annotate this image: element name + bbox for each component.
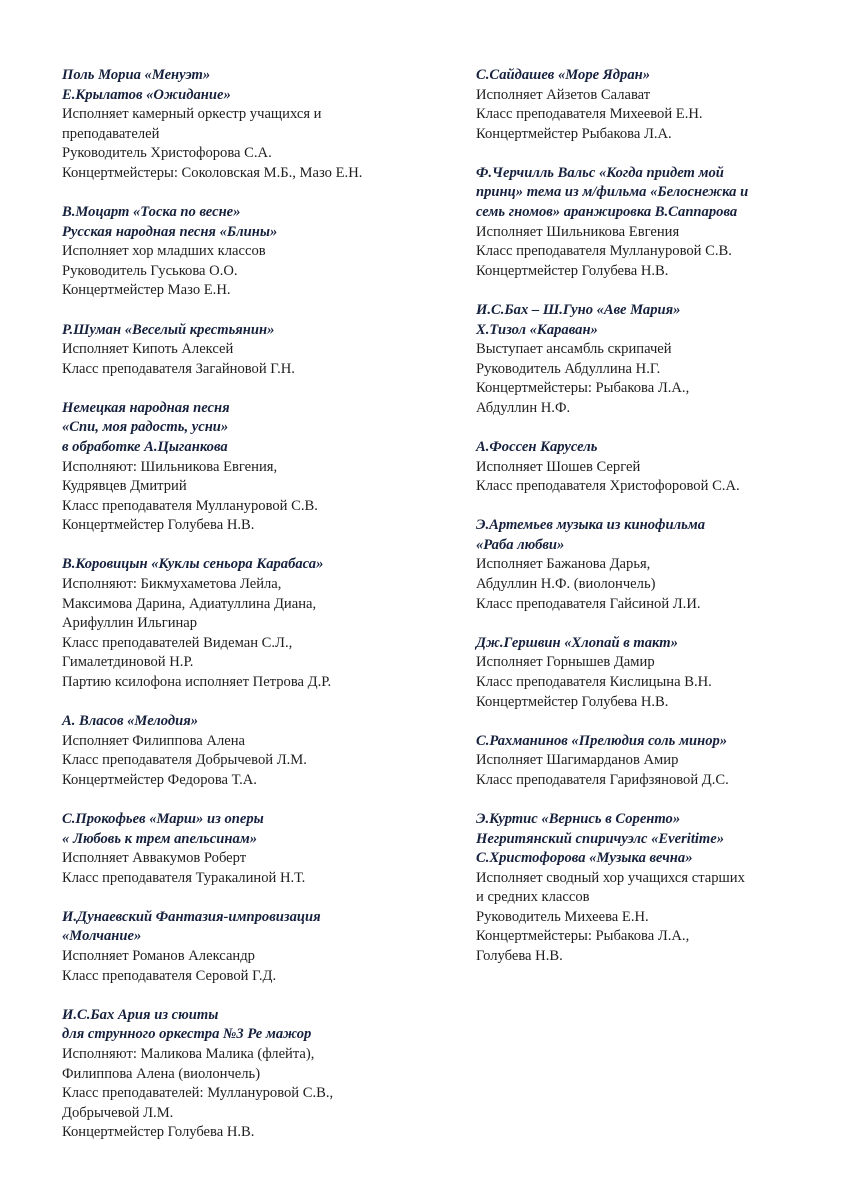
piece-title: Х.Тизол «Караван» (476, 321, 598, 338)
program-entry (62, 908, 452, 986)
performer-detail: Класс преподавателя Туракалиной Н.Т. (62, 869, 306, 886)
program-entry (62, 66, 452, 184)
performer-detail: Абдуллин Н.Ф. (476, 399, 571, 416)
performer-detail: Класс преподавателя Серовой Г.Д. (62, 967, 277, 984)
performer-detail: Исполняет камерный оркестр учащихся и (62, 106, 322, 123)
program-column-left (62, 66, 452, 1162)
performer-detail: Класс преподавателя Гарифзяновой Д.С. (476, 771, 729, 788)
performer-detail: Руководитель Михеева Е.Н. (476, 908, 649, 925)
performer-detail: Исполняет Айзетов Салават (476, 86, 651, 103)
piece-title: А.Фоссен Карусель (476, 439, 598, 455)
performer-detail: Класс преподавателя Муллануровой С.В. (62, 497, 318, 514)
piece-title: Дж.Гершвин «Хлопай в такт» (476, 634, 678, 651)
performer-detail: Исполняют: Шильникова Евгения, (62, 458, 278, 475)
program-entry (476, 164, 836, 282)
performer-detail: Класс преподавателя Загайновой Г.Н. (62, 360, 295, 377)
performer-detail: Концертмейстер Голубева Н.В. (476, 262, 669, 279)
performer-detail: Выступает ансамбль скрипачей (476, 341, 672, 358)
performer-detail: Концертмейстер Рыбакова Л.А. (476, 125, 672, 142)
program-entry (476, 516, 836, 614)
performer-detail: Исполняет Горнышев Дамир (476, 654, 655, 671)
performer-detail: Кудрявцев Дмитрий (62, 478, 187, 495)
performer-detail: Концертмейстеры: Рыбакова Л.А., (476, 380, 690, 397)
piece-title: С.Христофорова «Музыка вечна» (476, 850, 693, 867)
performer-detail: и средних классов (476, 889, 590, 906)
piece-title: Ф.Черчилль Вальс «Когда придет мой (476, 164, 724, 181)
performer-detail: Максимова Дарина, Адиатуллина Диана, (62, 595, 317, 612)
piece-title: Е.Крылатов «Ожидание» (62, 86, 231, 103)
program-entry (476, 732, 836, 791)
program-entry (62, 1006, 452, 1143)
program-entry (476, 810, 836, 967)
performer-detail: Филиппова Алена (виолончель) (62, 1065, 261, 1082)
program-entry (62, 712, 452, 790)
performer-detail: Класс преподавателя Кислицына В.Н. (476, 673, 712, 690)
performer-detail: Исполняет Шагимарданов Амир (476, 752, 679, 769)
performer-detail: Партию ксилофона исполняет Петрова Д.Р. (62, 674, 332, 691)
performer-detail: Исполняют: Бикмухаметова Лейла, (62, 576, 282, 593)
piece-title: для струнного оркестра №3 Ре мажор (62, 1026, 312, 1043)
performer-detail: Концертмейстер Голубева Н.В. (62, 517, 255, 534)
piece-title: И.Дунаевский Фантазия-импровизация (62, 908, 321, 925)
performer-detail: Класс преподавателя Христофоровой С.А. (476, 478, 740, 495)
performer-detail: Концертмейстеры: Рыбакова Л.А., (476, 928, 690, 945)
performer-detail: Класс преподавателя Михеевой Е.Н. (476, 106, 703, 123)
performer-detail: Исполняет Шошев Сергей (476, 458, 641, 475)
program-entry (62, 810, 452, 888)
performer-detail: Исполняет Кипоть Алексей (62, 341, 234, 358)
piece-title: Немецкая народная песня (62, 399, 230, 416)
piece-title: семь гномов» аранжировка В.Саппарова (476, 204, 738, 221)
performer-detail: Руководитель Христофорова С.А. (62, 145, 272, 162)
performer-detail: Класс преподавателя Добрычевой Л.М. (62, 752, 307, 769)
performer-detail: Исполняет Аввакумов Роберт (62, 850, 247, 867)
piece-title: В.Моцарт «Тоска по весне» (62, 204, 241, 221)
piece-title: И.С.Бах – Ш.Гуно «Аве Мария» (476, 301, 681, 318)
performer-detail: Исполняет сводный хор учащихся старших (476, 869, 745, 886)
program-entry (476, 438, 836, 497)
performer-detail: Исполняет Бажанова Дарья, (476, 556, 651, 573)
performer-detail: Руководитель Гуськова О.О. (62, 262, 238, 279)
piece-title: С.Рахманинов «Прелюдия соль минор» (476, 732, 728, 749)
performer-detail: Класс преподавателей: Муллануровой С.В., (62, 1085, 334, 1102)
performer-detail: Класс преподавателя Гайсиной Л.И. (476, 595, 701, 612)
performer-detail: Арифуллин Ильгинар (62, 615, 198, 632)
performer-detail: Исполняет Шильникова Евгения (476, 223, 680, 240)
piece-title: «Молчание» (62, 928, 142, 945)
performer-detail: Добрычевой Л.М. (62, 1104, 174, 1121)
piece-title: Э.Куртис «Вернись в Соренто» (476, 810, 681, 827)
performer-detail: Абдуллин Н.Ф. (виолончель) (476, 576, 656, 593)
piece-title: «Спи, моя радость, усни» (62, 419, 229, 436)
performer-detail: Класс преподавателя Муллануровой С.В. (476, 243, 732, 260)
performer-detail: Концертмейстеры: Соколовская М.Б., Мазо Е.Н. (62, 164, 363, 181)
performer-detail: Класс преподавателей Видеман С.Л., (62, 634, 293, 651)
performer-detail: Концертмейстер Федорова Т.А. (62, 771, 257, 788)
performer-detail: Концертмейстер Голубева Н.В. (476, 693, 669, 710)
piece-title: Поль Мориа «Менуэт» (62, 67, 211, 83)
piece-title: И.С.Бах Ария из сюиты (62, 1006, 219, 1023)
program-entry (62, 555, 452, 692)
piece-title: Э.Артемьев музыка из кинофильма (476, 517, 706, 534)
performer-detail: преподавателей (62, 125, 160, 142)
piece-title: Русская народная песня «Блины» (62, 223, 278, 240)
performer-detail: Гималетдиновой Н.Р. (62, 654, 194, 671)
program-entry (476, 66, 836, 144)
piece-title: В.Коровицын «Куклы сеньора Карабаса» (62, 556, 324, 573)
program-column-right (476, 66, 836, 986)
performer-detail: Исполняет Филиппова Алена (62, 732, 245, 749)
program-entry (476, 301, 836, 419)
performer-detail: Голубева Н.В. (476, 948, 563, 965)
performer-detail: Руководитель Абдуллина Н.Г. (476, 360, 661, 377)
piece-title: С.Сайдашев «Море Ядран» (476, 67, 651, 83)
piece-title: в обработке А.Цыганкова (62, 439, 228, 455)
program-entry (62, 203, 452, 301)
performer-detail: Исполняет хор младших классов (62, 243, 266, 260)
program-entry (62, 399, 452, 536)
piece-title: С.Прокофьев «Марш» из оперы (62, 811, 264, 827)
program-entry (62, 321, 452, 380)
piece-title: «Раба любви» (476, 536, 565, 553)
piece-title: А. Власов «Мелодия» (62, 713, 199, 730)
piece-title: « Любовь к трем апельсинам» (62, 830, 258, 847)
performer-detail: Концертмейстер Мазо Е.Н. (62, 282, 231, 299)
piece-title: принц» тема из м/фильма «Белоснежка и (476, 184, 749, 201)
performer-detail: Концертмейстер Голубева Н.В. (62, 1124, 255, 1141)
performer-detail: Исполняет Романов Александр (62, 948, 255, 965)
piece-title: Негритянский спиричуэлс «Everitime» (476, 830, 725, 847)
piece-title: Р.Шуман «Веселый крестьянин» (62, 321, 275, 338)
program-entry (476, 634, 836, 712)
performer-detail: Исполняют: Маликова Малика (флейта), (62, 1045, 315, 1062)
